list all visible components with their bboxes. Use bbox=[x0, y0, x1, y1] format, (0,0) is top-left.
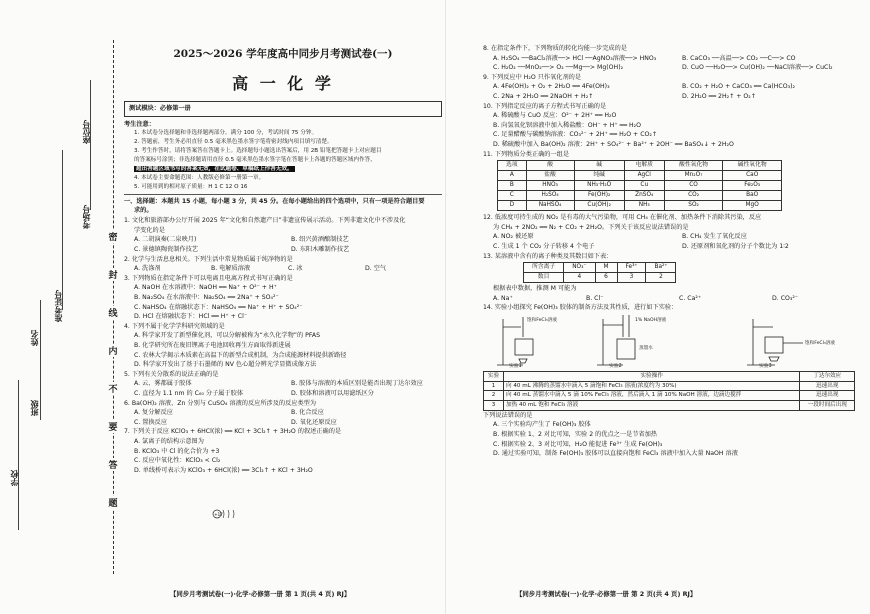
notice-item: 5. 可能用到的相对原子质量：H 1 C 12 O 16 bbox=[134, 183, 248, 190]
question-option: C. 农林大学揭示木质素在高温下的新型合成机制，为合成能源材料提供新路径 bbox=[134, 351, 347, 359]
table-cell: ZnSO₄ bbox=[624, 191, 664, 201]
table-row bbox=[498, 191, 782, 201]
table-cell: NaHSO₄ bbox=[526, 201, 574, 211]
table-cell: AgCl bbox=[624, 171, 664, 181]
table-header-cell: 所含离子 bbox=[524, 263, 564, 273]
q14-figure bbox=[483, 313, 865, 371]
table-cell: 加热 40 mL 饱和 FeCl₃ 溶液 bbox=[503, 401, 800, 411]
question-stem: 3. 下列物质在指定条件下可以电离且电离方程式书写正确的是 bbox=[124, 274, 293, 282]
module-label: 测试模块：必修第一册 bbox=[129, 105, 191, 113]
question-option: D. HCl 在熔融状态下：HCl ══ H⁺ + Cl⁻ bbox=[134, 313, 248, 321]
table-cell: MgO bbox=[723, 201, 782, 211]
question-option: B. CaCO₃ ──高温──> CO₂ ──C──> CO bbox=[682, 54, 796, 62]
table-cell: 4 bbox=[564, 273, 595, 283]
left-content bbox=[124, 46, 442, 517]
q13 bbox=[483, 252, 865, 304]
table-header-cell: 碱 bbox=[574, 161, 624, 171]
question-option: C. 置换反应 bbox=[134, 418, 168, 426]
question bbox=[483, 102, 865, 150]
table-header-cell: NO₃⁻ bbox=[564, 263, 595, 273]
question-option: A. 稀硫酸与 CuO 反应：O²⁻ + 2H⁺ ══ H₂O bbox=[493, 112, 617, 120]
question-option: C. 2Na + 2H₂O ══ 2NaOH + H₂↑ bbox=[493, 93, 594, 101]
q13-option-d: D. CO₃²⁻ bbox=[772, 294, 799, 302]
table-cell: D bbox=[498, 201, 527, 211]
question bbox=[483, 44, 865, 73]
notice-title: 考生注意： bbox=[124, 120, 155, 128]
table-row bbox=[484, 391, 855, 401]
table-cell: 迅速出现 bbox=[800, 391, 855, 401]
question-option: C. 直径为 1.1 nm 的 C₆₀ 分子属于胶体 bbox=[134, 390, 244, 398]
table-cell: H₂SO₄ bbox=[526, 191, 574, 201]
q12-option-b: B. CH₄ 发生了氧化反应 bbox=[682, 233, 747, 241]
question-option: D. 科学家开发出了基于石墨烯的 NV 色心超分辨光学显微成像方法 bbox=[134, 361, 317, 369]
question-option: D. 胶体和溶液可以用滤纸区分 bbox=[291, 390, 374, 398]
table-cell: Fe(OH)₂ bbox=[574, 191, 624, 201]
table-cell: NH₃·H₂O bbox=[574, 181, 624, 191]
notice-item: 3. 考生作答时，请将答案答在答题卡上。选择题每小题选出答案后，用 2B 铅笔把答题卡上对应题目 bbox=[134, 148, 382, 155]
question-option: B. KClO₃ 中 Cl 的化合价为 +3 bbox=[134, 447, 220, 455]
seal-char: 密 bbox=[105, 230, 121, 243]
exam-title: 2025～2026 学年度高中同步月考测试卷(一) bbox=[173, 48, 393, 60]
table-header-cell: Ba²⁺ bbox=[646, 263, 676, 273]
q14-table bbox=[483, 371, 855, 411]
table-header-cell: 酸 bbox=[526, 161, 574, 171]
question-option: D. 东阳木雕制作技艺 bbox=[291, 245, 350, 253]
notice-item: 4. 本试卷主要命题范围：人教版必修第一册第一章。 bbox=[134, 174, 265, 181]
question-option: A. 云、雾都属于胶体 bbox=[134, 380, 192, 388]
question-option: C. NaHSO₄ 在熔融状态下：NaHSO₄ ══ Na⁺ + H⁺ + SO₄²⁻ bbox=[134, 303, 303, 311]
notice-list bbox=[124, 129, 442, 192]
q14-question: 下列说法错误的是 bbox=[483, 411, 533, 419]
section1-intro-cont: 求的。 bbox=[134, 207, 153, 215]
q12-option-a: A. NO₂ 被还原 bbox=[493, 233, 534, 241]
table-cell: C bbox=[498, 191, 527, 201]
class-label: 班级 bbox=[29, 400, 39, 416]
q13-option-a: A. Na⁺ bbox=[493, 294, 513, 302]
svg-text:+17: +17 bbox=[214, 511, 223, 517]
table-cell: 一段时间后出现 bbox=[800, 401, 855, 411]
binding-margin bbox=[0, 0, 120, 614]
table-row bbox=[498, 201, 782, 211]
q13-stem: 13. 某溶液中含有的离子种类及其数目如下表： bbox=[483, 252, 613, 260]
subject-title: 高 一 化 学 bbox=[232, 74, 334, 94]
question-option: B. 绍兴黄酒酿制技艺 bbox=[291, 236, 349, 244]
exam-number-label: 准考证号 bbox=[53, 290, 63, 322]
table-cell: BaO bbox=[723, 191, 782, 201]
question-option: B. 化合反应 bbox=[291, 409, 324, 417]
fig-label-3: 实验3 bbox=[759, 364, 772, 370]
question-stem: 9. 下列反应中 H₂O 只作氧化剂的是 bbox=[483, 73, 582, 81]
seal-char: 答 bbox=[105, 458, 121, 471]
question-stem: 4. 下列不属于化学学科研究领域的是 bbox=[124, 322, 225, 330]
table-cell: 3 bbox=[617, 273, 646, 283]
question-option: B. 向氢氧化钡溶液中加入稀盐酸：OH⁻ + H⁺ ══ H₂O bbox=[493, 121, 642, 129]
question-option: D. CuO ──H₂O──> Cu(OH)₂ ──NaCl溶液──> CuCl₂ bbox=[682, 64, 833, 72]
table-cell: 迅速出现 bbox=[800, 381, 855, 391]
question-option: B. Na₂SO₄ 在水溶液中：Na₂SO₄ ══ 2Na⁺ + SO₄²⁻ bbox=[134, 293, 279, 301]
q13-question: 根据表中数据，推测 M 可能为 bbox=[493, 285, 577, 293]
question-stem: 2. 化学与生活息息相关。下列生活中常见物质属于纯净物的是 bbox=[124, 255, 293, 263]
table-cell: Cu bbox=[624, 181, 664, 191]
question-option: D. 单线桥可表示为 KClO₃ + 6HCl(浓) ══ 3Cl₂↑ + KCl + 3H₂O bbox=[134, 466, 313, 474]
question bbox=[124, 216, 442, 254]
table-header-cell: 选项 bbox=[498, 161, 527, 171]
question-stem: 10. 下列指定反应的离子方程式书写正确的是 bbox=[483, 102, 607, 110]
q14-option-d: D. 通过实验可知，制备 Fe(OH)₃ 胶体可以直接向饱和 FeCl₃ 溶液中加入大量 NaOH 溶液 bbox=[493, 450, 738, 458]
room-label: 考场号 bbox=[81, 205, 91, 229]
question-option: A. H₂SO₄ ──BaCl₂溶液──> HCl ──AgNO₃溶液──> HNO₃ bbox=[493, 54, 657, 62]
table-cell: 数目 bbox=[524, 273, 564, 283]
fig-label-1: 实验1 bbox=[509, 364, 522, 370]
question-option: C. 足量醋酸与碳酸钠溶液：CO₃²⁻ + 2H⁺ ══ H₂O + CO₂↑ bbox=[493, 131, 658, 139]
table-header-cell: 丁达尔效应 bbox=[800, 372, 855, 382]
notice-item: 的答案标号涂黑；非选择题请用直径 0.5 毫米黑色墨水签字笔在答题卡上各题的答题区域内作答， bbox=[134, 157, 376, 164]
question-stem: 5. 下列有关分散系的说法正确的是 bbox=[124, 370, 219, 378]
right-content bbox=[483, 44, 865, 459]
question-option: A. 科学家开发了新型催化剂，可以分解被称为“永久化学物”的 PFAS bbox=[134, 332, 321, 340]
question-option: C. 反应中氧化性：KClO₃ < Cl₂ bbox=[134, 457, 221, 465]
seal-char: 题 bbox=[105, 496, 121, 509]
question-option: D. 稀硫酸中加入 Ba(OH)₂ 溶液：2H⁺ + SO₄²⁻ + Ba²⁺ + 2OH⁻ ══ BaSO₄↓ + 2H₂O bbox=[493, 141, 734, 149]
table-header-cell: 电解质 bbox=[624, 161, 664, 171]
table-cell: 向 40 mL 蒸馏水中滴入 5 滴 10% FeCl₃ 溶液，然后滴入 1 滴 10% NaOH 溶液，边滴边搅拌 bbox=[503, 391, 800, 401]
table-cell: CO₂ bbox=[664, 191, 723, 201]
table-cell: Fe₂O₃ bbox=[723, 181, 782, 191]
notice-item: 1. 本试卷分选择题和非选择题两部分。满分 100 分，考试时间 75 分钟。 bbox=[134, 130, 318, 137]
question-option: D. 氧化还原反应 bbox=[291, 418, 337, 426]
table-cell: CO bbox=[664, 181, 723, 191]
table-cell: 6 bbox=[595, 273, 617, 283]
q14-option-c: C. 根据实验 2、3 对比可知，H₂O 能促进 Fe³⁺ 生成 Fe(OH)₃ bbox=[493, 440, 663, 448]
question-option: A. NaOH 在水溶液中：NaOH ══ Na⁺ + O²⁻ + H⁺ bbox=[134, 284, 277, 292]
q13-table bbox=[523, 262, 676, 283]
q12-option-d: D. 还原剂和氧化剂的分子个数比为 1∶2 bbox=[682, 243, 789, 251]
question-option: C. 冰 bbox=[288, 265, 303, 273]
table-cell: Mn₂O₇ bbox=[664, 171, 723, 181]
table-cell: 2 bbox=[646, 273, 676, 283]
question-option: B. 胶体与溶液的本质区别是能否出现丁达尔效应 bbox=[291, 380, 423, 388]
question-stem: 8. 在指定条件下，下列物质的转化均能一步完成的是 bbox=[483, 45, 627, 52]
table-cell: HNO₃ bbox=[526, 181, 574, 191]
question bbox=[124, 322, 442, 370]
question-stem: 1. 文化和旅游部办公厅开展 2025 年“文化和自然遗产日”非遗宣传展示活动。下列非遗文化中不涉及化 bbox=[124, 217, 406, 225]
table-cell: Cu(OH)₂ bbox=[574, 201, 624, 211]
question-option: A. 洗涤剂 bbox=[134, 265, 161, 273]
q12-stem: 为 CH₄ + 2NO₂ ══ N₂ + CO₂ + 2H₂O。下列关于该反应说法错误的是 bbox=[493, 223, 689, 231]
question-option: A. 复分解反应 bbox=[134, 409, 173, 417]
table-header-cell: 实验操作 bbox=[503, 372, 800, 382]
table-row bbox=[498, 171, 782, 181]
q12 bbox=[483, 213, 865, 251]
question bbox=[124, 370, 442, 399]
question-stem: 7. 下列关于反应 KClO₃ + 6HCl(浓) ══ KCl + 3Cl₂↑ + 3H₂O 的叙述正确的是 bbox=[124, 428, 342, 436]
table-cell: 2 bbox=[484, 391, 504, 401]
table-header-cell: 碱性氧化物 bbox=[723, 161, 782, 171]
question-option: B. 化学研究所在废旧锂离子电池回收再生方面取得新进展 bbox=[134, 341, 291, 349]
table-cell: 盐酸 bbox=[526, 171, 574, 181]
table-row bbox=[484, 401, 855, 411]
table-header-cell: Fe³⁺ bbox=[617, 263, 646, 273]
right-page bbox=[445, 0, 870, 614]
table-cell: B bbox=[498, 181, 527, 191]
question-option: D. 空气 bbox=[365, 265, 387, 273]
table-cell: 3 bbox=[484, 401, 504, 411]
table-cell: NH₃ bbox=[624, 201, 664, 211]
seal-char: 要 bbox=[105, 420, 121, 433]
seat-label: 座位号 bbox=[81, 120, 91, 144]
seal-char: 封 bbox=[105, 268, 121, 281]
seal-char: 线 bbox=[105, 306, 121, 319]
table-cell: A bbox=[498, 171, 527, 181]
q14-option-a: A. 三个实验均产生了 Fe(OH)₃ 胶体 bbox=[493, 421, 591, 429]
table-header-cell: M bbox=[595, 263, 617, 273]
question-option: A. 二胡演奏(二泉映月) bbox=[134, 236, 197, 244]
q14-option-b: B. 根据实验 1、2 对比可知，实验 2 的优点之一是节省加热 bbox=[493, 430, 657, 438]
table-cell: 向 40 mL 沸腾的蒸馏水中滴入 5 滴饱和 FeCl₃ 溶液(浓度约为 30%) bbox=[503, 381, 800, 391]
q12-stem: 12. 低浓度可持生成的 NO₂ 是有毒的大气污染物，可用 CH₄ 在催化剂、加热条件下消除其污染，反应 bbox=[483, 214, 762, 222]
left-footer: 【同步月考测试卷(一)·化学·必修第一册 第 1 页(共 4 页) RJ】 bbox=[170, 590, 351, 598]
question-stem: 6. Ba(OH)₂ 溶液、Zn 分别与 CuSO₄ 溶液的反应所涉及的反应类型为 bbox=[124, 399, 317, 407]
fig-reagent-4: 饱和FeCl₃溶液 bbox=[805, 341, 835, 347]
right-questions bbox=[483, 44, 865, 159]
table-cell: CaO bbox=[723, 171, 782, 181]
q11-table bbox=[497, 160, 782, 211]
chloride-ion-diagram bbox=[212, 508, 238, 524]
q13-option-c: C. Ca²⁺ bbox=[679, 294, 702, 302]
notice-highlight: 超出答题区域书写的答案无效，在试题卷、草稿纸上作答无效。 bbox=[136, 166, 293, 173]
module-box bbox=[124, 101, 442, 117]
q14-stem: 14. 实验小组探究 Fe(OH)₃ 胶体的制备方法及其性质，进行如下实验： bbox=[483, 304, 678, 312]
table-cell: 1 bbox=[484, 381, 504, 391]
section1-intro: 一、选择题：本题共 15 小题，每小题 3 分，共 45 分。在每小题给出的四个选项中，只有一项是符合题目要 bbox=[124, 197, 425, 205]
seal-char: 不 bbox=[105, 382, 121, 395]
notice-item: 2. 答题前，考生务必用直径 0.5 毫米黑色墨水签字笔将密封线内项目填写清楚。 bbox=[134, 139, 333, 146]
fig-label-2: 实验2 bbox=[609, 364, 622, 370]
table-header-cell: 实验 bbox=[484, 372, 504, 382]
fig-reagent-3: 蒸馏水 bbox=[639, 346, 653, 352]
question-option: B. CO₂ + H₂O + CaCO₃ ══ Ca(HCO₃)₂ bbox=[682, 83, 796, 91]
q14 bbox=[483, 303, 865, 458]
question-option: C. 景德镇陶瓷制作技艺 bbox=[134, 245, 198, 253]
q13-option-b: B. Cl⁻ bbox=[586, 294, 604, 302]
seal-char: 内 bbox=[105, 344, 121, 357]
question bbox=[124, 255, 442, 274]
question bbox=[124, 427, 442, 475]
question-option: D. 2H₂O ══ 2H₂↑ + O₂↑ bbox=[682, 93, 756, 101]
q12-option-c: C. 生成 1 个 CO₂ 分子转移 4 个电子 bbox=[493, 243, 595, 251]
question-option: C. H₂O₂ ──MnO₂──> O₂ ──Mg──> Mg(OH)₂ bbox=[493, 64, 624, 72]
left-questions bbox=[124, 216, 442, 475]
table-cell: 纯碱 bbox=[574, 171, 624, 181]
table-header-cell: 酸性氧化物 bbox=[664, 161, 723, 171]
name-label: 姓名 bbox=[29, 330, 39, 346]
table-row bbox=[484, 381, 855, 391]
question bbox=[124, 274, 442, 322]
question bbox=[124, 399, 442, 428]
question bbox=[483, 73, 865, 102]
question-stem: 学变化的是 bbox=[134, 226, 165, 234]
school-label: 学校 bbox=[9, 470, 19, 486]
question-stem: 11. 下列物质分类正确的一组是 bbox=[483, 150, 570, 158]
table-cell: SO₂ bbox=[664, 201, 723, 211]
table-row bbox=[498, 181, 782, 191]
fig-reagent-1: 饱和FeCl₃溶液 bbox=[527, 318, 557, 324]
question bbox=[483, 150, 865, 160]
fig-reagent-2: 1% NaOH溶液 bbox=[635, 318, 667, 324]
question-option: A. 氯离子的结构示意图为 bbox=[134, 438, 204, 446]
question-option: B. 电解质溶液 bbox=[211, 265, 251, 273]
question-option: A. 4Fe(OH)₂ + O₂ + 2H₂O ══ 4Fe(OH)₃ bbox=[493, 83, 610, 91]
right-footer: 【同步月考测试卷(一)·化学·必修第一册 第 2 页(共 4 页) RJ】 bbox=[516, 590, 697, 598]
